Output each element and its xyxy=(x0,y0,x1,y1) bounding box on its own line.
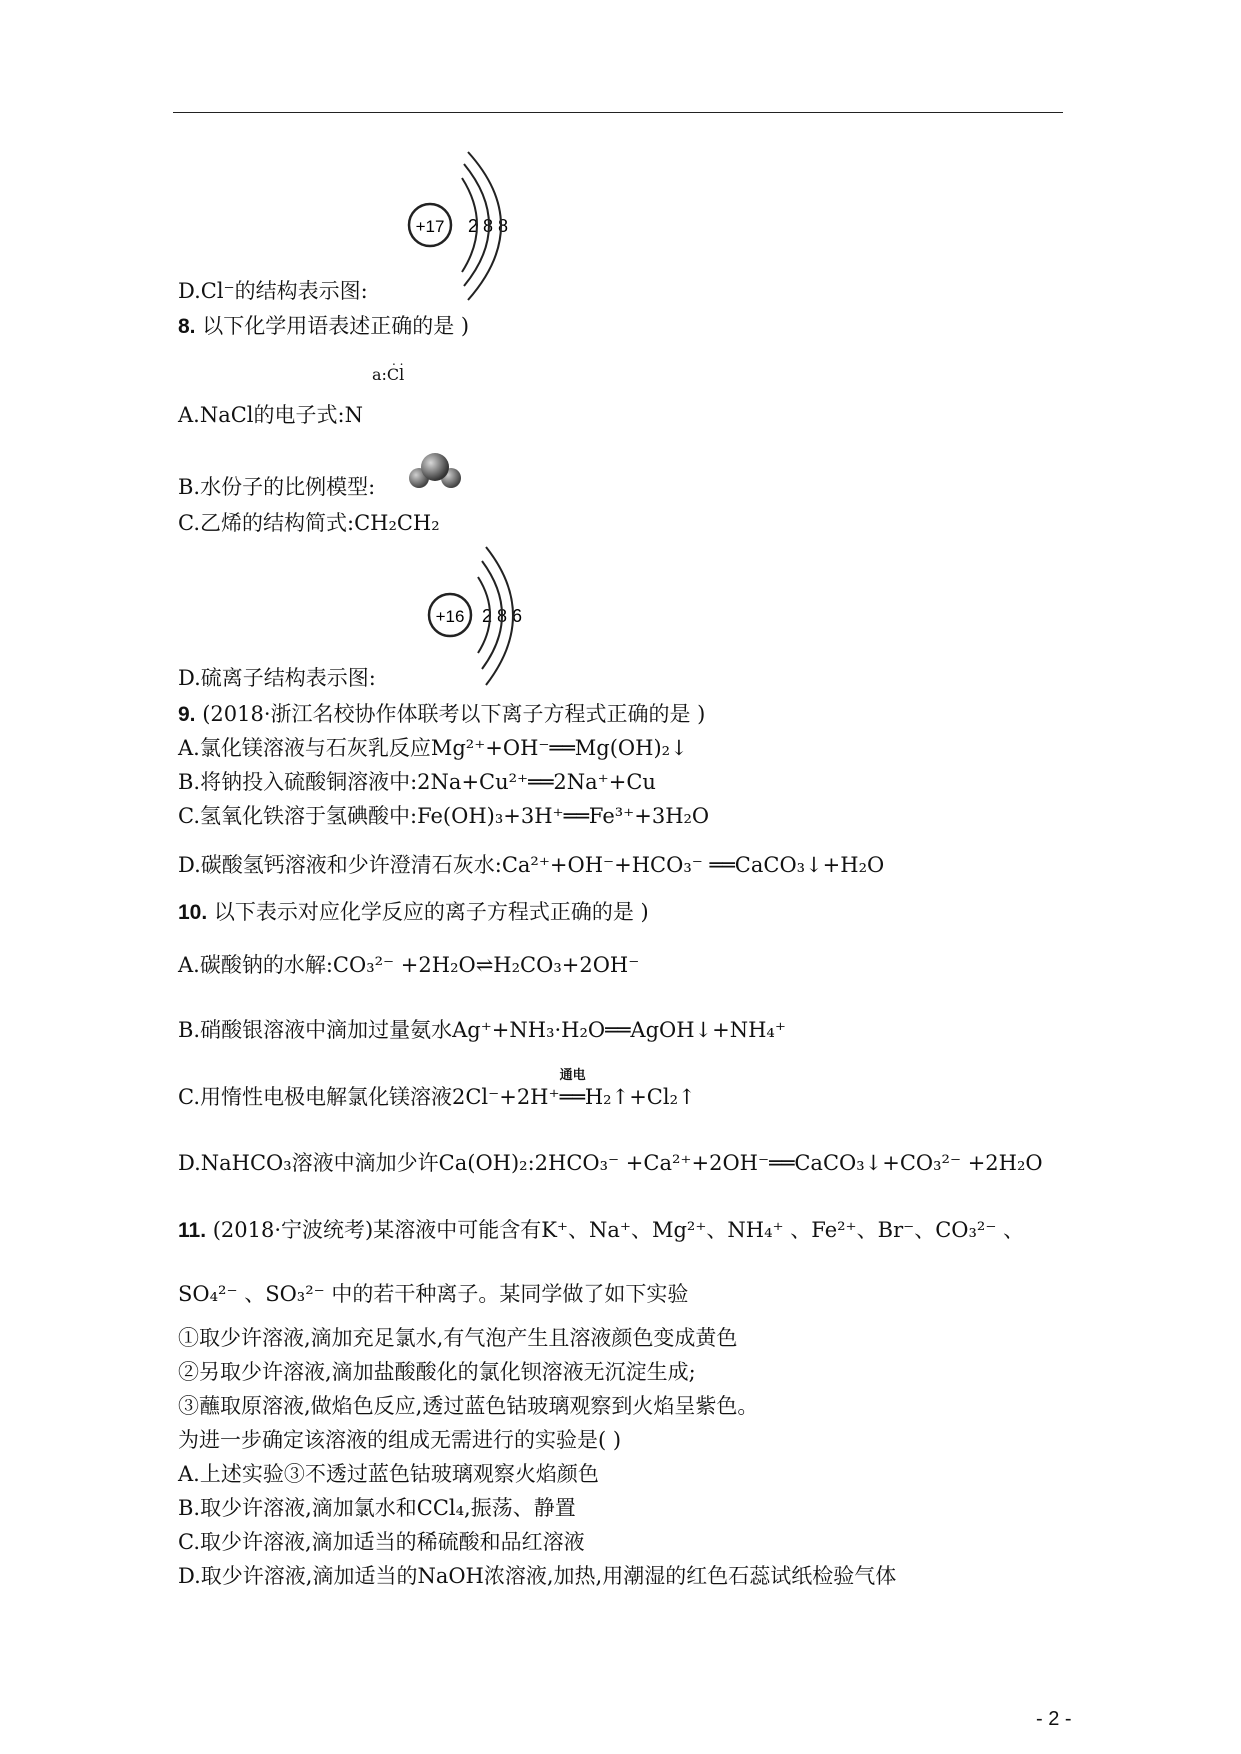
q10c-right: ══H₂↑+Cl₂↑ xyxy=(559,1085,696,1109)
q11-option-c: C.取少许溶液,滴加适当的稀硫酸和品红溶液 xyxy=(178,1530,585,1554)
dot-top: . . xyxy=(392,354,404,368)
cl-ion-structure-diagram xyxy=(400,150,540,305)
dot-cl: a:Cl xyxy=(372,365,405,384)
question-11-text: (2018·宁波统考)某溶液中可能含有K⁺、Na⁺、Mg²⁺、NH₄⁺ 、Fe²⁺、Br⁻、CO₃²⁻ 、 xyxy=(206,1218,1025,1242)
question-10-number: 10. xyxy=(178,901,208,924)
q9-option-a: A.氯化镁溶液与石灰乳反应Mg²⁺+OH⁻══Mg(OH)₂↓ xyxy=(178,736,688,760)
water-molecule-model xyxy=(407,450,463,492)
q11-option-a: A.上述实验③不透过蓝色钴玻璃观察火焰颜色 xyxy=(178,1462,599,1486)
q11-experiment-3: ③蘸取原溶液,做焰色反应,透过蓝色钴玻璃观察到火焰呈紫色。 xyxy=(178,1394,759,1418)
q10-option-a: A.碳酸钠的水解:CO₃²⁻ +2H₂O⇌H₂CO₃+2OH⁻ xyxy=(178,953,640,977)
q9-option-b: B.将钠投入硫酸铜溶液中:2Na+Cu²⁺══2Na⁺+Cu xyxy=(178,770,656,794)
question-9-text: (2018·浙江名校协作体联考以下离子方程式正确的是 ) xyxy=(195,702,706,726)
q7-option-d: D.Cl⁻的结构表示图: xyxy=(178,279,368,303)
q10-option-d: D.NaHCO₃溶液中滴加少许Ca(OH)₂:2HCO₃⁻ +Ca²⁺+2OH⁻══CaCO₃↓+CO₃²⁻ +2H₂O xyxy=(178,1151,1043,1175)
question-9 xyxy=(178,704,705,725)
s-shell-electrons: 2 8 6 xyxy=(481,606,523,626)
q8-option-d: D.硫离子结构表示图: xyxy=(178,666,376,690)
q9-option-d: D.碳酸氢钙溶液和少许澄清石灰水:Ca²⁺+OH⁻+HCO₃⁻ ══CaCO₃↓+H₂O xyxy=(178,853,885,877)
question-8-text: 以下化学用语表述正确的是 ) xyxy=(195,314,470,338)
q9-option-c: C.氢氧化铁溶于氢碘酸中:Fe(OH)₃+3H⁺══Fe³⁺+3H₂O xyxy=(178,804,710,828)
q11-experiment-2: ②另取少许溶液,滴加盐酸酸化的氯化钡溶液无沉淀生成; xyxy=(178,1360,696,1384)
nacl-electron-dot-fragment xyxy=(368,355,404,383)
page-number: - 2 - xyxy=(1036,1708,1072,1730)
q11-option-d: D.取少许溶液,滴加适当的NaOH浓溶液,加热,用潮湿的红色石蕊试纸检验气体 xyxy=(178,1564,897,1588)
q11-option-b: B.取少许溶液,滴加氯水和CCl₄,振荡、静置 xyxy=(178,1496,576,1520)
q8-option-a: A.NaCl的电子式:N xyxy=(178,403,363,427)
header-rule xyxy=(173,112,1063,113)
q10-option-c xyxy=(178,1068,696,1109)
q8-option-b: B.水份子的比例模型: xyxy=(178,475,376,499)
question-8 xyxy=(178,316,469,337)
q10c-left: C.用惰性电极电解氯化镁溶液2Cl⁻+2H⁺ xyxy=(178,1085,560,1109)
cl-nucleus-label: +17 xyxy=(415,217,445,236)
q10c-electrolysis-arrow xyxy=(559,1068,696,1109)
q11-prompt: 为进一步确定该溶液的组成无需进行的实验是( ) xyxy=(178,1428,622,1452)
cl-shell-electrons: 2 8 8 xyxy=(467,216,509,236)
question-9-number: 9. xyxy=(178,703,196,726)
s-nucleus-label: +16 xyxy=(435,607,465,626)
q11-ions-continued: SO₄²⁻ 、SO₃²⁻ 中的若干种离子。某同学做了如下实验 xyxy=(178,1282,689,1306)
question-11 xyxy=(178,1220,1024,1241)
q8-option-c: C.乙烯的结构简式:CH₂CH₂ xyxy=(178,511,440,535)
q10c-condition: 通电 xyxy=(559,1068,586,1083)
question-10 xyxy=(178,902,649,923)
question-8-number: 8. xyxy=(178,315,196,338)
q10-option-b: B.硝酸银溶液中滴加过量氨水Ag⁺+NH₃·H₂O══AgOH↓+NH₄⁺ xyxy=(178,1018,786,1042)
question-10-text: 以下表示对应化学反应的离子方程式正确的是 ) xyxy=(207,900,649,924)
sulfur-ion-structure-diagram xyxy=(422,545,542,690)
q11-experiment-1: ①取少许溶液,滴加充足氯水,有气泡产生且溶液颜色变成黄色 xyxy=(178,1326,738,1350)
question-11-number: 11. xyxy=(178,1219,207,1242)
